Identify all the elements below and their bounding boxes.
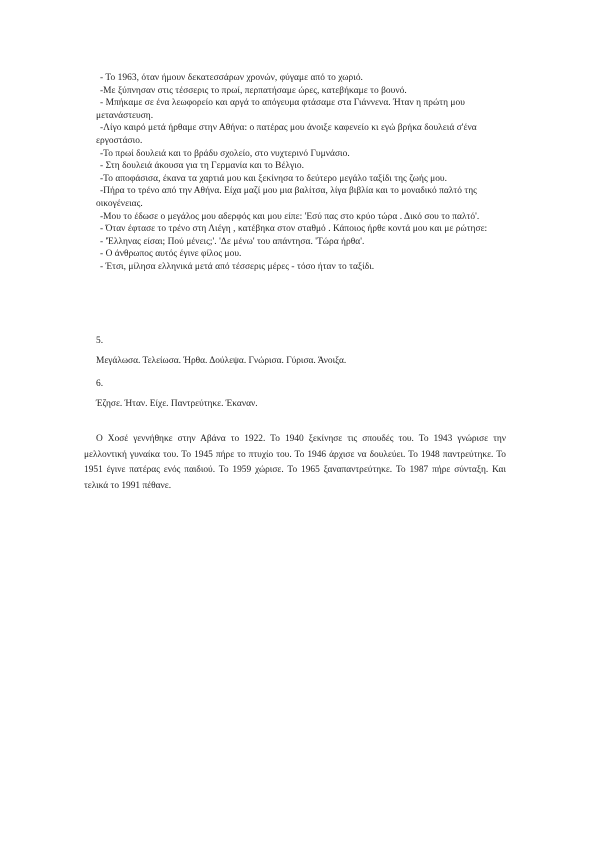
dialogue-line: -Με ξύπνησαν στις τέσσερις το πρωί, περπατήσαμε ώρες, κατεβήκαμε το βουνό. [100,85,407,96]
dialogue-line: -Λίγο καιρό μετά ήρθαμε στην Αθήνα: ο πατέρας μου άνοιξε καφενείο κι εγώ βρήκα δουλειά σ'ένα εργοστάσιο. [96,123,477,146]
dialogue-line: -Πήρα το τρένο από την Αθήνα. Είχα μαζί μου μια βαλίτσα, λίγα βιβλία και το μοναδικό παλτό της οικογένειας. [96,186,477,209]
section-6 [96,378,506,410]
section-number: 6. [96,379,104,389]
dialogue-line: -Μου το έδωσε ο μεγάλος μου αδερφός και μου είπε: 'Εσύ πας στο κρύο τώρα . Δικό σου το παλτό'. [100,211,480,222]
dialogue-line: - 'Έλληνας είσαι; Πού μένεις;'. 'Δε μένω' του απάντησα. 'Τώρα ήρθα'. [100,236,365,247]
section-number: 5. [96,336,104,346]
dialogue-line: - Μπήκαμε σε ένα λεωφορείο και αργά το απόγευμα φτάσαμε στα Γιάννενα. Ήταν η πρώτη μου μετανάστευση. [96,98,465,121]
dialogue-line: - Στη δουλειά άκουσα για τη Γερμανία και το Βέλγιο. [100,161,304,172]
biography-paragraph: Ο Χοσέ γεννήθηκε στην Αβάνα το 1922. Το 1940 ξεκίνησε τις σπουδές του. Το 1943 γνώρισε την μελλοντική γυναίκα του. Το 1945 πήρε το πτυχίο του. Το 1946 άρχισε να δουλεύει. Το 1948 παντρεύτηκε. Το 1951 έγινε πατέρας ενός παιδιού. Το 1959 χώρισε. Το 1965 ξαναπαντρεύτηκε. Το 1987 πήρε σύνταξη. Και τελικά το 1991 πέθανε. [84,434,506,491]
section-text: Έζησε. Ήταν. Είχε. Παντρεύτηκε. Έκαναν. [96,399,258,409]
dialogue-line: - Όταν έφτασε το τρένο στη Λιέγη , κατέβηκα στον σταθμό . Κάποιος ήρθε κοντά μου και με ρώτησε: [100,224,488,235]
dialogue-line: -Το πρωί δουλειά και το βράδυ σχολείο, στο νυχτερινό Γυμνάσιο. [100,148,350,159]
dialogue-block [96,72,506,274]
dialogue-line: - Έτσι, μίλησα ελληνικά μετά από τέσσερις μέρες - τόσο ήταν το ταξίδι. [100,261,375,272]
dialogue-line: - Ο άνθρωπος αυτός έγινε φίλος μου. [100,249,242,260]
dialogue-line: -Το αποφάσισα, έκανα τα χαρτιά μου και ξεκίνησα το δεύτερο μεγάλο ταξίδι της ζωής μου. [100,173,448,184]
dialogue-line: - Το 1963, όταν ήμουν δεκατεσσάρων χρονών, φύγαμε από το χωριό. [100,73,363,83]
section-5 [96,335,506,367]
section-text: Μεγάλωσα. Τελείωσα. Ήρθα. Δούλεψα. Γνώρισα. Γύρισα. Άνοιξα. [96,356,347,366]
